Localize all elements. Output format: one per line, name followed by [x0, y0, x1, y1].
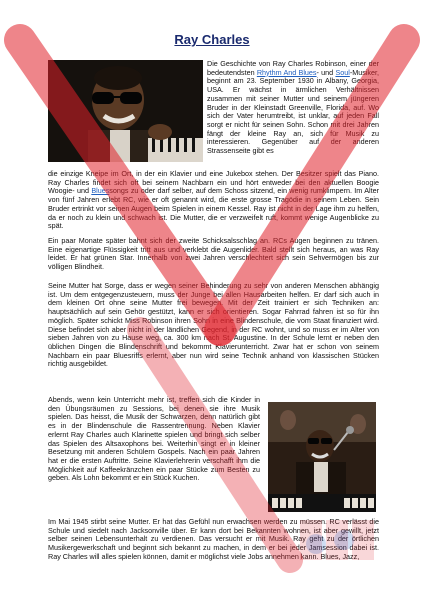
para1-suffix: songs zu oder darf selber, auf dem Schoss sitzend, ein wenig rumklimpern. Im Alter von fünf Jahren erlebt RC, wie er oft genannt wird, die erste grosse Tragödie in seinem Leben. Sein Bruder ertrinkt vor seinen Augen beim Spielen in einem Kessel. Ray ist nicht in der Lage ihm zu helfen, da er noch zu klein und schwach ist. Die Mutter, die er verzweifelt ruft, kommt wenige Augenblicke zu spät.	[48, 186, 380, 231]
intro-mid: - und	[316, 67, 336, 77]
ray-charles-stage-photo	[268, 402, 376, 512]
blues-link[interactable]: Blues	[91, 186, 110, 196]
ray-charles-portrait-photo	[48, 60, 203, 162]
paragraph-5: Im Mai 1945 stirbt seine Mutter. Er hat das Gefühl nun erwachsen werden zu müssen. RC verlässt die Schule und siedelt nach Jacksonville über. Er kann dort bei Bekannten wohnen, ist aber gewillt, jetzt selber seinen Lebensunterhalt zu verdienen. Das versucht er mit Musik. Ray geht zu der örtlichen Musikergewerkschaft und beginnt sich bekannt zu machen, in dem er bei jeder Jamsession dabei ist. Ray Charles will alles spielen können, damit er möglichst viele Jobs annehmen kann. Blues, Jazz,	[48, 517, 379, 561]
paragraph-4: Abends, wenn kein Unterricht mehr ist, treffen sich die Kinder in den Übungsräumen zu Sessions, bei denen sie ihre Musik spielen. Das heisst, die Musik der Schwarzen, denn natürlich gibt es in der Blindenschule die Rassentrennung. Neben Klavier erlernt Ray Charles auch Klarinette spielen und bringt sich selber das Spielen des Altsaxophons bei. Weiterhin singt er in kleiner Besetzung mit anderen Schülern Gospels. Nach ein paar Jahren hat er die ersten Auftritte. Seine Klavierlehrerin verschafft ihm die Möglichkeit auf Kaffeekränzchen ein paar Stücke zum Besten zu geben. Als Lohn bekommt er ein Stück Kuchen.	[48, 395, 260, 483]
paragraph-1	[48, 170, 379, 231]
intro-suffix: -Musiker, beginnt am 23. September 1930 in Albany, Georgia, USA. Er wächst in ärmlichen Verhältnissen zusammen mit seiner Mutter und seinem jüngeren Bruder in der Kleinstadt Greenville, Florida, auf. Wo sich der Vater herumtreibt, ist unklar, auf jeden Fall sorgt er nicht für seinen Sohn. Schon mit drei Jahren fängt der kleine Ray an, sich für Musik zu interessieren. Gegenüber auf der anderen Strassenseite gibt es	[207, 67, 379, 156]
intro-paragraph	[207, 60, 379, 156]
soul-link[interactable]: Soul	[335, 67, 350, 77]
para1-prefix: die einzige Kneipe im Ort, in der ein Klavier und eine Jukebox stehen. Der Besitzer spielt das Piano. Ray Charles findet sich oft bei seinem Nachbarn ein und hört entweder bei den aktuellen Boogie Woogie- und	[48, 169, 379, 196]
paragraph-2: Ein paar Monate später bahnt sich der zweite Schicksalsschlag an. RCs Augen beginnen zu tränen. Eine eigenartige Flüssigkeit tritt aus und verklebt die Augenlider. Bald stellt sich heraus, an was Ray leidet. Er hat grünen Star. Innerhalb von zwei Jahren verschlechtert sich sein Sehvermögen bis zur völligen Blindheit.	[48, 236, 379, 272]
rhythm-and-blues-link[interactable]: Rhythm And Blues	[256, 67, 317, 77]
intro-prefix: Die Geschichte von Ray Charles Robinson, einer der bedeutendsten	[207, 59, 379, 77]
paragraph-3: Seine Mutter hat Sorge, dass er wegen seiner Behinderung zu sehr von anderen Menschen abhängig ist. Um dem entgegenzusteuern, muss der Junge bei allen Hausarbeiten helfen. Er darf sich auch in dem kleinen Ort ohne seine Mutter frei bewegen. Mit der Zeit trainiert er sich Techniken an: hauptsächlich auf sein Gehör gestützt, kann er sich orientieren. Sogar Fahrrad fahren ist so für ihn möglich. Später schickt Miss Robinson ihren Sohn in eine Blindenschule, die vom Staat finanziert wird. Diese befindet sich aber nicht in der ländlichen Gegend, in der RC wohnt, und so muss er im Alter von sieben Jahren von zu Hause weg, ca. 300 km nach St. Augustine. In der Schule lernt er neben den üblichen Dingen die Blindenschrift und bekommt Klavierunterricht. Zwar hat er schon von seinem Nachbarn ein paar Bluesriffs erlernt, aber nun wird seine Technik anhand von klassischen Stücken richtig ausgebildet.	[48, 281, 379, 369]
page-title: Ray Charles	[174, 32, 250, 47]
